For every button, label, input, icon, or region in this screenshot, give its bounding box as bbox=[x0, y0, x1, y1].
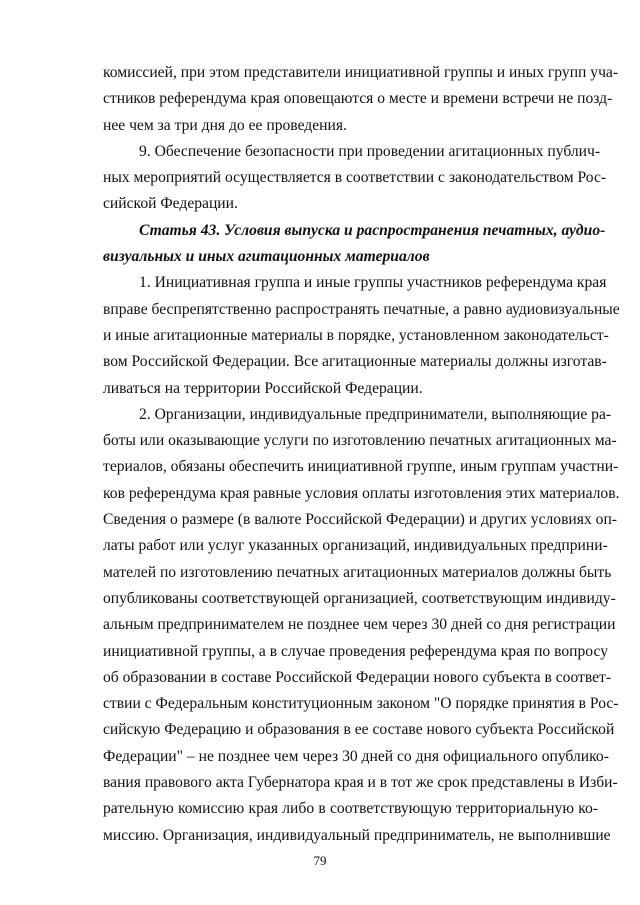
text-line: альным предпринимателем не позднее чем через 30 дней со дня регистрации bbox=[103, 616, 616, 634]
text-line: ствии с Федеральным конституционным законом "О порядке принятия в Рос- bbox=[103, 695, 619, 713]
text-line: Федерации" – не позднее чем через 30 дней со дня официального опублико- bbox=[103, 747, 609, 765]
text-line: нее чем за три дня до ее проведения. bbox=[103, 116, 347, 134]
text-line: об образовании в составе Российской Федерации нового субъекта в соответ- bbox=[103, 668, 612, 686]
text-line: стников референдума края оповещаются о месте и времени встречи не позд- bbox=[103, 90, 613, 108]
text-line: мателей по изготовлению печатных агитационных материалов должны быть bbox=[103, 563, 612, 581]
text-line: 1. Инициативная группа и иные группы участников референдума края bbox=[139, 274, 607, 292]
text-line: латы работ или услуг указанных организаций, индивидуальных предприни- bbox=[103, 537, 608, 555]
text-line: ков референдума края равные условия оплаты изготовления этих материалов. bbox=[103, 484, 620, 502]
text-line: ных мероприятий осуществляется в соответствии с законодательством Рос- bbox=[103, 169, 607, 187]
text-line: миссию. Организация, индивидуальный предприниматель, не выполнившие bbox=[103, 826, 611, 844]
text-line: инициативной группы, а в случае проведения референдума края по вопросу bbox=[103, 642, 609, 660]
text-line: сийской Федерации. bbox=[103, 195, 238, 213]
text-line: боты или оказывающие услуги по изготовлению печатных агитационных ма- bbox=[103, 432, 617, 450]
text-line: и иные агитационные материалы в порядке, установленном законодательст- bbox=[103, 326, 609, 344]
text-line: вания правового акта Губернатора края и в тот же срок представлены в Изби- bbox=[103, 774, 618, 792]
text-line: 9. Обеспечение безопасности при проведении агитационных публич- bbox=[139, 142, 601, 160]
article-heading-line: визуальных и иных агитационных материалов bbox=[103, 248, 430, 266]
text-line: ливаться на территории Российской Федерации. bbox=[103, 379, 423, 397]
body-text bbox=[103, 60, 620, 849]
text-line: сийскую Федерацию и образования в ее составе нового субъекта Российской bbox=[103, 721, 615, 739]
text-line: Сведения о размере (в валюте Российской Федерации) и других условиях оп- bbox=[103, 511, 617, 529]
text-line: рательную комиссию края либо в соответствующую территориальную ко- bbox=[103, 800, 598, 818]
article-heading-line: Статья 43. Условия выпуска и распространения печатных, аудио- bbox=[139, 221, 606, 239]
text-line: комиссией, при этом представители инициативной группы и иных групп уча- bbox=[103, 64, 619, 81]
page-number: 79 bbox=[313, 853, 327, 868]
text-line: опубликованы соответствующей организацией, соответствующим индивиду- bbox=[103, 589, 616, 607]
text-line: вом Российской Федерации. Все агитационные материалы должны изготав- bbox=[103, 353, 607, 371]
text-line: вправе беспрепятственно распространять печатные, а равно аудиовизуальные bbox=[103, 300, 620, 318]
text-line: териалов, обязаны обеспечить инициативной группе, иным группам участни- bbox=[103, 458, 619, 476]
text-line: 2. Организации, индивидуальные предприниматели, выполняющие ра- bbox=[139, 405, 612, 423]
